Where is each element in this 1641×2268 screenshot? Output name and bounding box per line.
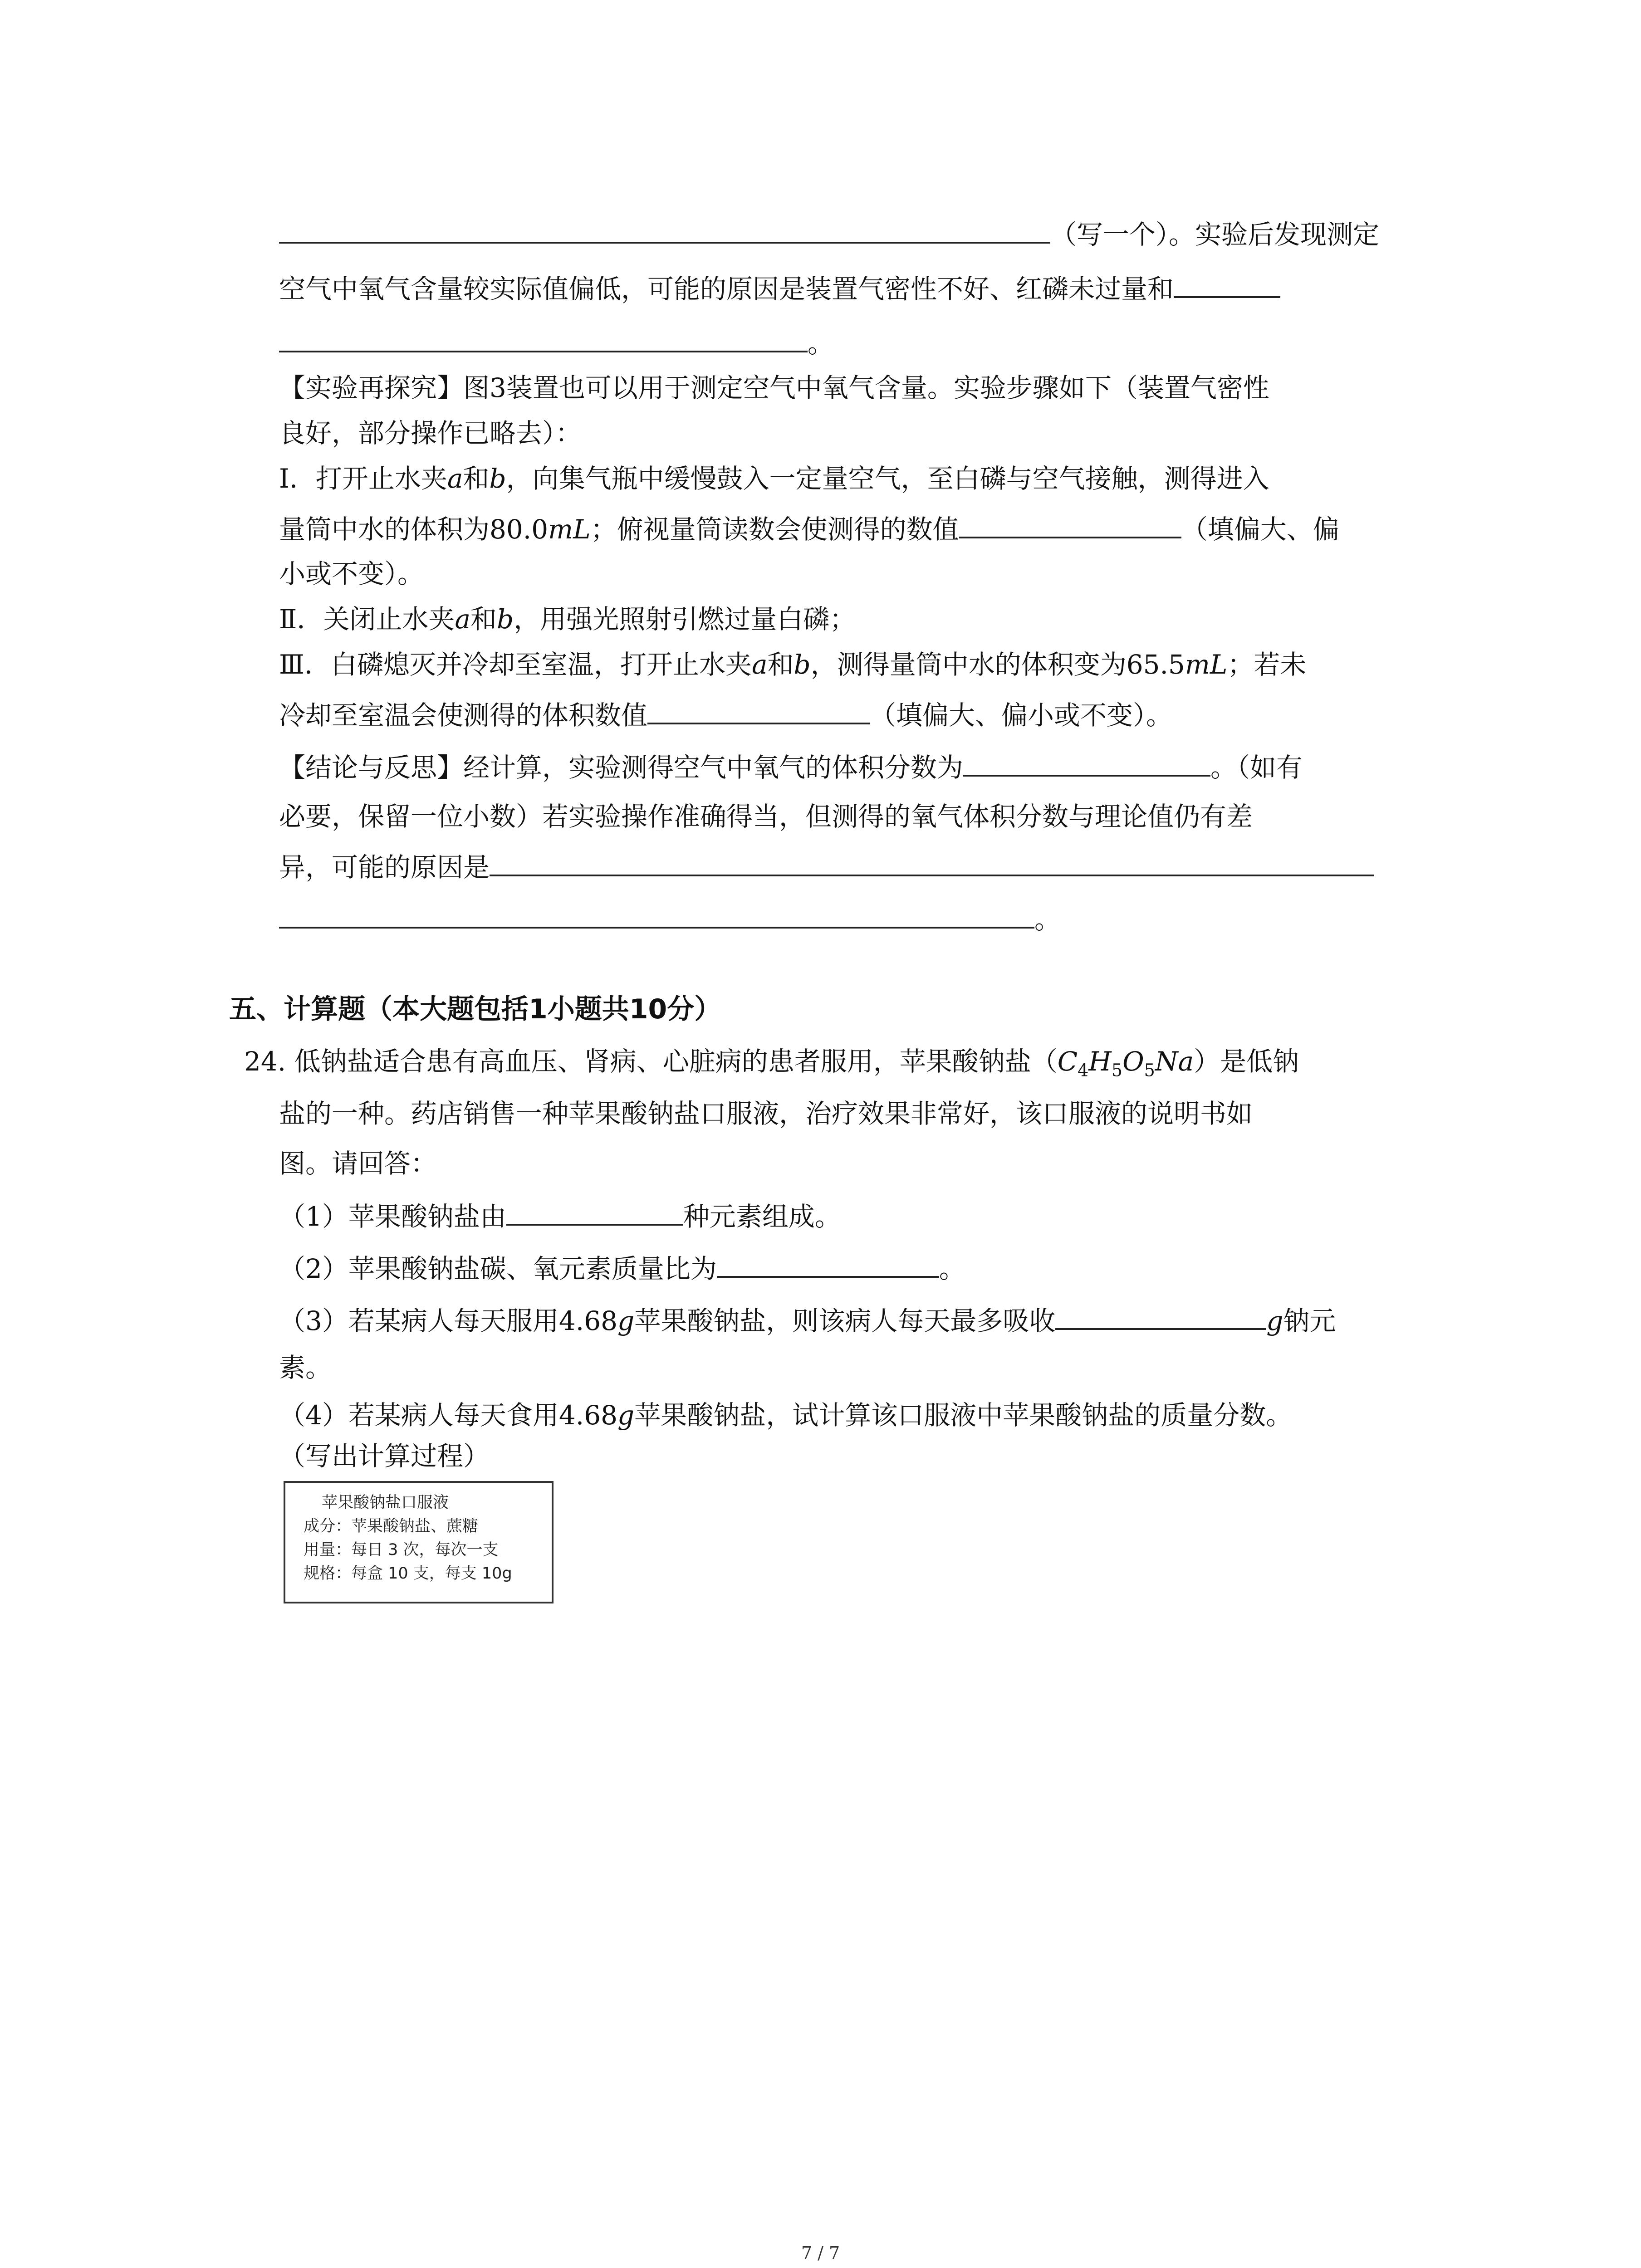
answer-blank[interactable] [279, 324, 808, 352]
text-line: 素。 [279, 1352, 332, 1383]
text-line: 良好，部分操作已略去）： [279, 418, 582, 449]
page-number: 7 / 7 [801, 2243, 840, 2263]
answer-blank[interactable] [1174, 270, 1280, 298]
answer-blank[interactable] [279, 215, 1050, 244]
text-line: 【实验再探究】图3装置也可以用于测定空气中氧气含量。实验步骤如下（装置气密性 [279, 372, 1269, 403]
text-line: 盐的一种。药店销售一种苹果酸钠盐口服液，治疗效果非常好，该口服液的说明书如 [279, 1098, 1253, 1129]
text-line: Ⅱ．关闭止水夹a和b，用强光照射引燃过量白磷； [279, 604, 856, 635]
text-line: Ⅲ．白磷熄灭并冷却至室温，打开止水夹a和b，测得量筒中水的体积变为65.5mL；若未 [279, 649, 1307, 680]
question-24-line: 24. 低钠盐适合患有高血压、肾病、心脏病的患者服用，苹果酸钠盐$(C_4H_5O_5Na)$是低钠 [244, 1046, 1299, 1080]
text-line: 图。请回答： [279, 1148, 437, 1179]
text-line: 必要，保留一位小数）若实验操作准确得当，但测得的氧气体积分数与理论值仍有差 [279, 801, 1253, 832]
text-line: 【结论与反思】经计算，实验测得空气中氧气的体积分数为 。（如有 [279, 748, 1303, 786]
sub-question-2: （2）苹果酸钠盐碳、氧元素质量比为 。 [279, 1250, 965, 1287]
answer-blank[interactable] [717, 1250, 939, 1278]
text-line: Ⅰ．打开止水夹a和b，向集气瓶中缓慢鼓入一定量空气，至白磷与空气接触，测得进入 [279, 463, 1269, 494]
answer-blank[interactable] [506, 1198, 683, 1226]
question-number: 24. [244, 1046, 286, 1077]
label-spec: 规格：每盒 10 支，每支 10g [304, 1564, 512, 1583]
section-heading: 五、计算题（本大题包括1小题共10分） [229, 993, 722, 1025]
text-line: 量筒中水的体积为80.0mL；俯视量筒读数会使测得的数值 （填偏大、偏 [279, 510, 1339, 547]
product-label-box [284, 1481, 554, 1603]
text-line: 异，可能的原因是 [279, 848, 1374, 885]
answer-blank[interactable] [1055, 1302, 1266, 1330]
sub-question-3: （3）若某病人每天服用4.68g苹果酸钠盐，则该病人每天最多吸收 g钠元 [279, 1302, 1336, 1339]
sub-question-4: （4）若某病人每天食用4.68g苹果酸钠盐，试计算该口服液中苹果酸钠盐的质量分数。 [279, 1400, 1293, 1431]
label-dosage: 用量：每日 3 次，每次一支 [304, 1541, 499, 1559]
text-line: （写出计算过程） [279, 1441, 490, 1471]
answer-blank[interactable] [279, 900, 1034, 929]
text-line: 。 [279, 900, 1061, 938]
answer-blank[interactable] [647, 696, 870, 724]
answer-blank[interactable] [959, 510, 1181, 538]
label-ingredients: 成分：苹果酸钠盐、蔗糖 [304, 1517, 479, 1535]
text-line: 冷却至室温会使测得的体积数值 （填偏大、偏小或不变）。 [279, 696, 1172, 733]
label-title: 苹果酸钠盐口服液 [322, 1494, 449, 1512]
text-line: （写一个）。实验后发现测定 [279, 215, 1379, 253]
text-line: 小或不变）。 [279, 558, 424, 589]
text-line: 。 [279, 324, 834, 362]
text-line: 空气中氧气含量较实际值偏低，可能的原因是装置气密性不好、红磷未过量和 [279, 270, 1280, 307]
answer-blank[interactable] [963, 748, 1210, 777]
sub-question-1: （1）苹果酸钠盐由 种元素组成。 [279, 1198, 841, 1235]
answer-blank[interactable] [490, 848, 1374, 876]
